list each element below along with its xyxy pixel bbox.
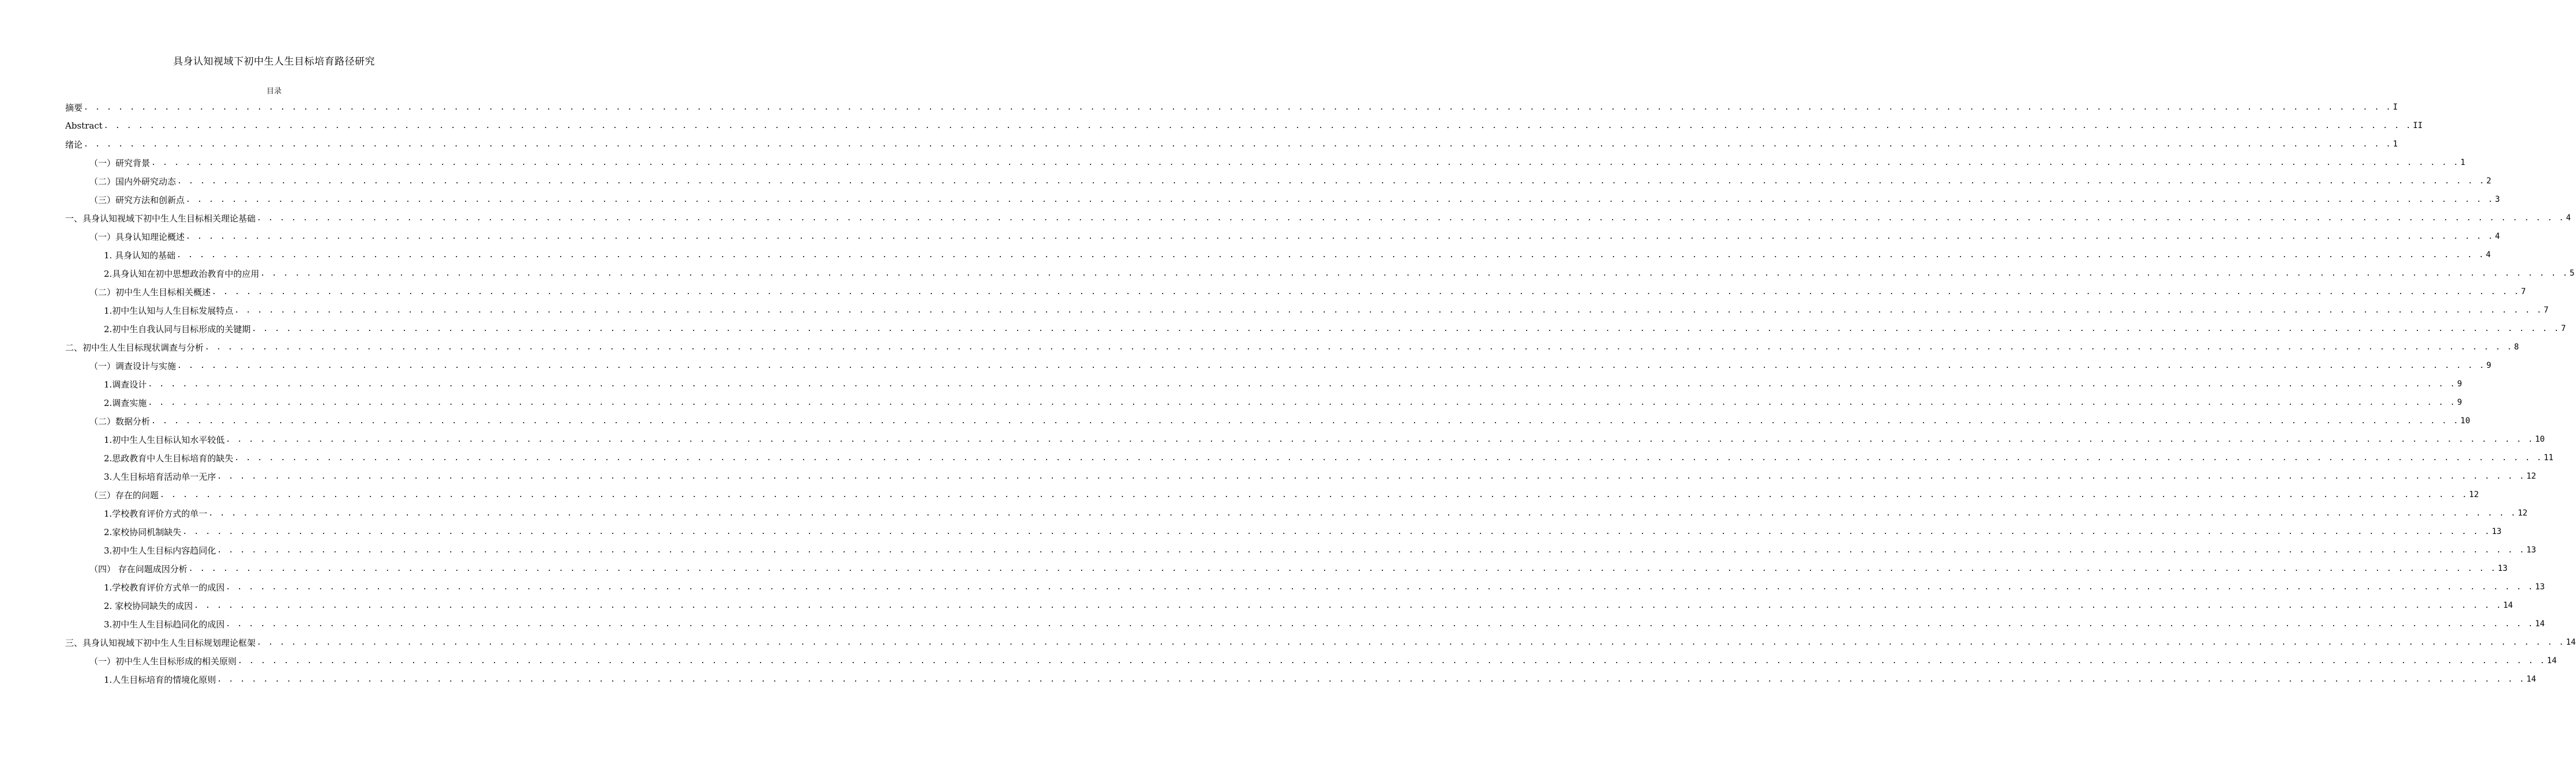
toc-entry[interactable] <box>65 319 2566 338</box>
toc-entry-label: 3.初中生人生目标趋同化的成因 <box>104 619 225 630</box>
toc-dot-leader: . . . . . . . . . . . . . . . . . . . . . . . . . . . . . . . . . . . . . . . . . . . . . . . . . . . . . . . . . . . . . . . . . . . . . . . . . . . . . . . . . . . . . . . . . . . . . . . . . . . . . . . . . . . . . . . . . . . . . . . . . . . . . . . . . . . . . . . . . . . . . . . . . . . . . . . . . . . . . . . . . . . . . . . . . . . . . . . . . . . . . . . . . . . . . . . . . . . . . . . . <box>234 306 2543 315</box>
toc-entry-page-number: 12 <box>2469 490 2479 499</box>
toc-entry-page-number: 12 <box>2526 472 2536 481</box>
toc-entry-page-number: 8 <box>2514 343 2519 352</box>
toc-entry[interactable] <box>65 578 2545 596</box>
toc-entry-page-number: 14 <box>2526 675 2536 684</box>
toc-entry[interactable] <box>65 227 2500 246</box>
toc-dot-leader: . . . . . . . . . . . . . . . . . . . . . . . . . . . . . . . . . . . . . . . . . . . . . . . . . . . . . . . . . . . . . . . . . . . . . . . . . . . . . . . . . . . . . . . . . . . . . . . . . . . . . . . . . . . . . . . . . . . . . . . . . . . . . . . . . . . . . . . . . . . . . . . . . . . . . . . . . . . . . . . . . . . . . . . . . . . . . . . . . . . . . . . . . . . . . . . . . . . . . . . . <box>151 158 2459 167</box>
toc-entry[interactable] <box>65 246 2491 264</box>
toc-entry-page-number: 1 <box>2460 158 2466 167</box>
document-title: 具身认知视域下初中生人生目标培育路径研究 <box>173 56 375 67</box>
toc-entry-page-number: 10 <box>2460 416 2470 426</box>
toc-dot-leader: . . . . . . . . . . . . . . . . . . . . . . . . . . . . . . . . . . . . . . . . . . . . . . . . . . . . . . . . . . . . . . . . . . . . . . . . . . . . . . . . . . . . . . . . . . . . . . . . . . . . . . . . . . . . . . . . . . . . . . . . . . . . . . . . . . . . . . . . . . . . . . . . . . . . . . . . . . . . . . . . . . . . . . . . . . . . . . . . . . . . . . . . . . . . . . . . . . . . . . . . <box>234 453 2543 462</box>
toc-dot-leader: . . . . . . . . . . . . . . . . . . . . . . . . . . . . . . . . . . . . . . . . . . . . . . . . . . . . . . . . . . . . . . . . . . . . . . . . . . . . . . . . . . . . . . . . . . . . . . . . . . . . . . . . . . . . . . . . . . . . . . . . . . . . . . . . . . . . . . . . . . . . . . . . . . . . . . . . . . . . . . . . . . . . . . . . . . . . . . . . . . . . . . . . . . . . . . . . . . . . . . . . <box>186 195 2494 204</box>
toc-dot-leader: . . . . . . . . . . . . . . . . . . . . . . . . . . . . . . . . . . . . . . . . . . . . . . . . . . . . . . . . . . . . . . . . . . . . . . . . . . . . . . . . . . . . . . . . . . . . . . . . . . . . . . . . . . . . . . . . . . . . . . . . . . . . . . . . . . . . . . . . . . . . . . . . . . . . . . . . . . . . . . . . . . . . . . . . . . . . . . . . . . . . . . . . . . . . . . . . . . . . . . . . <box>260 269 2568 278</box>
toc-entry[interactable] <box>65 596 2513 615</box>
toc-entry[interactable] <box>65 172 2492 190</box>
toc-entry-page-number: 2 <box>2486 176 2492 186</box>
toc-dot-leader: . . . . . . . . . . . . . . . . . . . . . . . . . . . . . . . . . . . . . . . . . . . . . . . . . . . . . . . . . . . . . . . . . . . . . . . . . . . . . . . . . . . . . . . . . . . . . . . . . . . . . . . . . . . . . . . . . . . . . . . . . . . . . . . . . . . . . . . . . . . . . . . . . . . . . . . . . . . . . . . . . . . . . . . . . . . . . . . . . . . . . . . . . . . . . . . . . . . . . . . . <box>84 103 2392 112</box>
toc-entry[interactable] <box>65 135 2398 153</box>
toc-entry-page-number: 13 <box>2498 564 2508 573</box>
toc-entry[interactable] <box>65 504 2528 522</box>
toc-entry-label: （三）研究方法和创新点 <box>89 194 185 205</box>
toc-entry-page-number: 3 <box>2495 195 2500 204</box>
toc-entry-label: 2.具身认知在初中思想政治教育中的应用 <box>104 268 260 279</box>
toc-entry-label: （一）调查设计与实施 <box>89 360 177 371</box>
toc-entry-page-number: 5 <box>2569 269 2575 278</box>
toc-entry[interactable] <box>65 375 2462 393</box>
toc-dot-leader: . . . . . . . . . . . . . . . . . . . . . . . . . . . . . . . . . . . . . . . . . . . . . . . . . . . . . . . . . . . . . . . . . . . . . . . . . . . . . . . . . . . . . . . . . . . . . . . . . . . . . . . . . . . . . . . . . . . . . . . . . . . . . . . . . . . . . . . . . . . . . . . . . . . . . . . . . . . . . . . . . . . . . . . . . . . . . . . . . . . . . . . . . . . . . . . . . . . . . . . . <box>208 509 2517 518</box>
toc-dot-leader: . . . . . . . . . . . . . . . . . . . . . . . . . . . . . . . . . . . . . . . . . . . . . . . . . . . . . . . . . . . . . . . . . . . . . . . . . . . . . . . . . . . . . . . . . . . . . . . . . . . . . . . . . . . . . . . . . . . . . . . . . . . . . . . . . . . . . . . . . . . . . . . . . . . . . . . . . . . . . . . . . . . . . . . . . . . . . . . . . . . . . . . . . . . . . . . . . . . . . . . . <box>148 379 2456 389</box>
toc-dot-leader: . . . . . . . . . . . . . . . . . . . . . . . . . . . . . . . . . . . . . . . . . . . . . . . . . . . . . . . . . . . . . . . . . . . . . . . . . . . . . . . . . . . . . . . . . . . . . . . . . . . . . . . . . . . . . . . . . . . . . . . . . . . . . . . . . . . . . . . . . . . . . . . . . . . . . . . . . . . . . . . . . . . . . . . . . . . . . . . . . . . . . . . . . . . . . . . . . . . . . . . . <box>177 250 2485 259</box>
toc-entry-label: 1.调查设计 <box>104 379 147 390</box>
table-of-contents <box>65 98 2576 689</box>
toc-entry-page-number: 14 <box>2503 601 2513 610</box>
toc-entry-label: （二）国内外研究动态 <box>89 176 177 187</box>
toc-entry-label: 1.学校教育评价方式的单一 <box>104 508 208 519</box>
toc-entry-page-number: 9 <box>2457 398 2462 407</box>
toc-dot-leader: . . . . . . . . . . . . . . . . . . . . . . . . . . . . . . . . . . . . . . . . . . . . . . . . . . . . . . . . . . . . . . . . . . . . . . . . . . . . . . . . . . . . . . . . . . . . . . . . . . . . . . . . . . . . . . . . . . . . . . . . . . . . . . . . . . . . . . . . . . . . . . . . . . . . . . . . . . . . . . . . . . . . . . . . . . . . . . . . . . . . . . . . . . . . . . . . . . . . . . . . <box>160 490 2468 499</box>
toc-entry-label: 1.初中生认知与人生目标发展特点 <box>104 305 234 316</box>
toc-entry[interactable] <box>65 522 2502 541</box>
toc-dot-leader: . . . . . . . . . . . . . . . . . . . . . . . . . . . . . . . . . . . . . . . . . . . . . . . . . . . . . . . . . . . . . . . . . . . . . . . . . . . . . . . . . . . . . . . . . . . . . . . . . . . . . . . . . . . . . . . . . . . . . . . . . . . . . . . . . . . . . . . . . . . . . . . . . . . . . . . . . . . . . . . . . . . . . . . . . . . . . . . . . . . . . . . . . . . . . . . . . . . . . . . . <box>103 121 2412 130</box>
toc-entry[interactable] <box>65 449 2553 467</box>
toc-entry-label: 1.初中生人生目标认知水平较低 <box>104 434 225 445</box>
toc-entry-page-number: 7 <box>2521 287 2526 296</box>
toc-dot-leader: . . . . . . . . . . . . . . . . . . . . . . . . . . . . . . . . . . . . . . . . . . . . . . . . . . . . . . . . . . . . . . . . . . . . . . . . . . . . . . . . . . . . . . . . . . . . . . . . . . . . . . . . . . . . . . . . . . . . . . . . . . . . . . . . . . . . . . . . . . . . . . . . . . . . . . . . . . . . . . . . . . . . . . . . . . . . . . . . . . . . . . . . . . . . . . . . . . . . . . . . <box>182 527 2491 536</box>
toc-dot-leader: . . . . . . . . . . . . . . . . . . . . . . . . . . . . . . . . . . . . . . . . . . . . . . . . . . . . . . . . . . . . . . . . . . . . . . . . . . . . . . . . . . . . . . . . . . . . . . . . . . . . . . . . . . . . . . . . . . . . . . . . . . . . . . . . . . . . . . . . . . . . . . . . . . . . . . . . . . . . . . . . . . . . . . . . . . . . . . . . . . . . . . . . . . . . . . . . . . . . . . . . <box>217 472 2525 481</box>
toc-entry[interactable] <box>65 209 2571 227</box>
toc-entry-page-number: 13 <box>2491 527 2502 536</box>
toc-heading: 目录 <box>266 87 282 96</box>
toc-entry-label: 1. 具身认知的基础 <box>104 250 176 261</box>
toc-entry[interactable] <box>65 670 2536 689</box>
toc-entry[interactable] <box>65 541 2536 559</box>
toc-entry-label: （一）初中生人生目标形成的相关原则 <box>89 656 237 667</box>
toc-dot-leader: . . . . . . . . . . . . . . . . . . . . . . . . . . . . . . . . . . . . . . . . . . . . . . . . . . . . . . . . . . . . . . . . . . . . . . . . . . . . . . . . . . . . . . . . . . . . . . . . . . . . . . . . . . . . . . . . . . . . . . . . . . . . . . . . . . . . . . . . . . . . . . . . . . . . . . . . . . . . . . . . . . . . . . . . . . . . . . . . . . . . . . . . . . . . . . . . . . . . . . . . <box>212 287 2520 296</box>
toc-entry-label: 二、初中生人生目标现状调查与分析 <box>65 342 204 353</box>
toc-entry-label: （二）初中生人生目标相关概述 <box>89 287 211 298</box>
toc-dot-leader: . . . . . . . . . . . . . . . . . . . . . . . . . . . . . . . . . . . . . . . . . . . . . . . . . . . . . . . . . . . . . . . . . . . . . . . . . . . . . . . . . . . . . . . . . . . . . . . . . . . . . . . . . . . . . . . . . . . . . . . . . . . . . . . . . . . . . . . . . . . . . . . . . . . . . . . . . . . . . . . . . . . . . . . . . . . . . . . . . . . . . . . . . . . . . . . . . . . . . . . . <box>177 176 2485 186</box>
toc-entry-page-number: 14 <box>2547 656 2557 665</box>
toc-entry[interactable] <box>65 116 2423 135</box>
toc-entry-page-number: 14 <box>2534 619 2545 629</box>
toc-dot-leader: . . . . . . . . . . . . . . . . . . . . . . . . . . . . . . . . . . . . . . . . . . . . . . . . . . . . . . . . . . . . . . . . . . . . . . . . . . . . . . . . . . . . . . . . . . . . . . . . . . . . . . . . . . . . . . . . . . . . . . . . . . . . . . . . . . . . . . . . . . . . . . . . . . . . . . . . . . . . . . . . . . . . . . . . . . . . . . . . . . . . . . . . . . . . . . . . . . . . . . . . <box>186 232 2494 241</box>
toc-entry-page-number: 4 <box>2566 213 2571 223</box>
toc-entry[interactable] <box>65 338 2519 356</box>
toc-entry-label: 1.学校教育评价方式单一的成因 <box>104 582 225 593</box>
toc-dot-leader: . . . . . . . . . . . . . . . . . . . . . . . . . . . . . . . . . . . . . . . . . . . . . . . . . . . . . . . . . . . . . . . . . . . . . . . . . . . . . . . . . . . . . . . . . . . . . . . . . . . . . . . . . . . . . . . . . . . . . . . . . . . . . . . . . . . . . . . . . . . . . . . . . . . . . . . . . . . . . . . . . . . . . . . . . . . . . . . . . . . . . . . . . . . . . . . . . . . . . . . . <box>226 435 2534 444</box>
toc-entry-label: 2. 家校协同缺失的成因 <box>104 600 193 611</box>
toc-dot-leader: . . . . . . . . . . . . . . . . . . . . . . . . . . . . . . . . . . . . . . . . . . . . . . . . . . . . . . . . . . . . . . . . . . . . . . . . . . . . . . . . . . . . . . . . . . . . . . . . . . . . . . . . . . . . . . . . . . . . . . . . . . . . . . . . . . . . . . . . . . . . . . . . . . . . . . . . . . . . . . . . . . . . . . . . . . . . . . . . . . . . . . . . . . . . . . . . . . . . . . . . <box>205 343 2513 352</box>
toc-entry[interactable] <box>65 412 2470 430</box>
toc-entry-label: Abstract <box>65 121 103 131</box>
toc-entry[interactable] <box>65 98 2398 116</box>
toc-entry[interactable] <box>65 283 2526 301</box>
toc-dot-leader: . . . . . . . . . . . . . . . . . . . . . . . . . . . . . . . . . . . . . . . . . . . . . . . . . . . . . . . . . . . . . . . . . . . . . . . . . . . . . . . . . . . . . . . . . . . . . . . . . . . . . . . . . . . . . . . . . . . . . . . . . . . . . . . . . . . . . . . . . . . . . . . . . . . . . . . . . . . . . . . . . . . . . . . . . . . . . . . . . . . . . . . . . . . . . . . . . . . . . . . . <box>226 619 2534 629</box>
toc-dot-leader: . . . . . . . . . . . . . . . . . . . . . . . . . . . . . . . . . . . . . . . . . . . . . . . . . . . . . . . . . . . . . . . . . . . . . . . . . . . . . . . . . . . . . . . . . . . . . . . . . . . . . . . . . . . . . . . . . . . . . . . . . . . . . . . . . . . . . . . . . . . . . . . . . . . . . . . . . . . . . . . . . . . . . . . . . . . . . . . . . . . . . . . . . . . . . . . . . . . . . . . . <box>177 361 2485 370</box>
toc-dot-leader: . . . . . . . . . . . . . . . . . . . . . . . . . . . . . . . . . . . . . . . . . . . . . . . . . . . . . . . . . . . . . . . . . . . . . . . . . . . . . . . . . . . . . . . . . . . . . . . . . . . . . . . . . . . . . . . . . . . . . . . . . . . . . . . . . . . . . . . . . . . . . . . . . . . . . . . . . . . . . . . . . . . . . . . . . . . . . . . . . . . . . . . . . . . . . . . . . . . . . . . . <box>151 416 2459 426</box>
toc-entry-page-number: II <box>2413 121 2423 130</box>
toc-entry[interactable] <box>65 559 2508 578</box>
toc-entry-label: 3.初中生人生目标内容趋同化 <box>104 545 216 556</box>
toc-entry-label: 3.人生目标培育活动单一无序 <box>104 471 216 482</box>
toc-entry[interactable] <box>65 301 2549 319</box>
toc-entry-page-number: 4 <box>2485 250 2491 259</box>
toc-entry-label: 2.思政教育中人生目标培育的缺失 <box>104 453 234 464</box>
toc-entry[interactable] <box>65 486 2479 504</box>
toc-entry-label: 2.家校协同机制缺失 <box>104 526 182 537</box>
toc-entry-label: （一）具身认知理论概述 <box>89 231 185 242</box>
toc-entry[interactable] <box>65 190 2500 209</box>
toc-entry-label: 三、具身认知视域下初中生人生目标规划理论框架 <box>65 637 256 648</box>
toc-entry-label: （三）存在的问题 <box>89 490 159 501</box>
toc-dot-leader: . . . . . . . . . . . . . . . . . . . . . . . . . . . . . . . . . . . . . . . . . . . . . . . . . . . . . . . . . . . . . . . . . . . . . . . . . . . . . . . . . . . . . . . . . . . . . . . . . . . . . . . . . . . . . . . . . . . . . . . . . . . . . . . . . . . . . . . . . . . . . . . . . . . . . . . . . . . . . . . . . . . . . . . . . . . . . . . . . . . . . . . . . . . . . . . . . . . . . . . . <box>257 213 2565 223</box>
toc-dot-leader: . . . . . . . . . . . . . . . . . . . . . . . . . . . . . . . . . . . . . . . . . . . . . . . . . . . . . . . . . . . . . . . . . . . . . . . . . . . . . . . . . . . . . . . . . . . . . . . . . . . . . . . . . . . . . . . . . . . . . . . . . . . . . . . . . . . . . . . . . . . . . . . . . . . . . . . . . . . . . . . . . . . . . . . . . . . . . . . . . . . . . . . . . . . . . . . . . . . . . . . . <box>252 324 2560 333</box>
toc-dot-leader: . . . . . . . . . . . . . . . . . . . . . . . . . . . . . . . . . . . . . . . . . . . . . . . . . . . . . . . . . . . . . . . . . . . . . . . . . . . . . . . . . . . . . . . . . . . . . . . . . . . . . . . . . . . . . . . . . . . . . . . . . . . . . . . . . . . . . . . . . . . . . . . . . . . . . . . . . . . . . . . . . . . . . . . . . . . . . . . . . . . . . . . . . . . . . . . . . . . . . . . . <box>148 398 2456 407</box>
toc-dot-leader: . . . . . . . . . . . . . . . . . . . . . . . . . . . . . . . . . . . . . . . . . . . . . . . . . . . . . . . . . . . . . . . . . . . . . . . . . . . . . . . . . . . . . . . . . . . . . . . . . . . . . . . . . . . . . . . . . . . . . . . . . . . . . . . . . . . . . . . . . . . . . . . . . . . . . . . . . . . . . . . . . . . . . . . . . . . . . . . . . . . . . . . . . . . . . . . . . . . . . . . . <box>257 638 2565 647</box>
toc-entry-page-number: 1 <box>2393 140 2398 149</box>
toc-entry[interactable] <box>65 467 2536 486</box>
toc-entry-page-number: 9 <box>2486 361 2492 370</box>
toc-dot-leader: . . . . . . . . . . . . . . . . . . . . . . . . . . . . . . . . . . . . . . . . . . . . . . . . . . . . . . . . . . . . . . . . . . . . . . . . . . . . . . . . . . . . . . . . . . . . . . . . . . . . . . . . . . . . . . . . . . . . . . . . . . . . . . . . . . . . . . . . . . . . . . . . . . . . . . . . . . . . . . . . . . . . . . . . . . . . . . . . . . . . . . . . . . . . . . . . . . . . . . . . <box>226 582 2534 592</box>
toc-entry[interactable] <box>65 633 2576 652</box>
toc-entry-label: （二）数据分析 <box>89 416 151 427</box>
toc-dot-leader: . . . . . . . . . . . . . . . . . . . . . . . . . . . . . . . . . . . . . . . . . . . . . . . . . . . . . . . . . . . . . . . . . . . . . . . . . . . . . . . . . . . . . . . . . . . . . . . . . . . . . . . . . . . . . . . . . . . . . . . . . . . . . . . . . . . . . . . . . . . . . . . . . . . . . . . . . . . . . . . . . . . . . . . . . . . . . . . . . . . . . . . . . . . . . . . . . . . . . . . . <box>194 601 2502 610</box>
toc-entry[interactable] <box>65 356 2492 375</box>
toc-dot-leader: . . . . . . . . . . . . . . . . . . . . . . . . . . . . . . . . . . . . . . . . . . . . . . . . . . . . . . . . . . . . . . . . . . . . . . . . . . . . . . . . . . . . . . . . . . . . . . . . . . . . . . . . . . . . . . . . . . . . . . . . . . . . . . . . . . . . . . . . . . . . . . . . . . . . . . . . . . . . . . . . . . . . . . . . . . . . . . . . . . . . . . . . . . . . . . . . . . . . . . . . <box>188 564 2497 573</box>
toc-entry-label: 2.初中生自我认同与目标形成的关键期 <box>104 323 251 334</box>
toc-entry[interactable] <box>65 615 2545 633</box>
toc-entry[interactable] <box>65 264 2575 283</box>
toc-entry-page-number: 12 <box>2517 509 2528 518</box>
toc-entry-page-number: 7 <box>2560 324 2566 333</box>
toc-entry-label: 一、具身认知视域下初中生人生目标相关理论基础 <box>65 213 256 224</box>
toc-entry-page-number: 7 <box>2543 306 2549 315</box>
toc-entry-label: （四） 存在问题成因分析 <box>89 563 188 574</box>
toc-entry-label: （一）研究背景 <box>89 157 151 168</box>
toc-entry-label: 1.人生目标培育的情境化原则 <box>104 674 216 685</box>
toc-entry-label: 2.调查实施 <box>104 397 147 408</box>
toc-dot-leader: . . . . . . . . . . . . . . . . . . . . . . . . . . . . . . . . . . . . . . . . . . . . . . . . . . . . . . . . . . . . . . . . . . . . . . . . . . . . . . . . . . . . . . . . . . . . . . . . . . . . . . . . . . . . . . . . . . . . . . . . . . . . . . . . . . . . . . . . . . . . . . . . . . . . . . . . . . . . . . . . . . . . . . . . . . . . . . . . . . . . . . . . . . . . . . . . . . . . . . . . <box>217 545 2525 555</box>
toc-dot-leader: . . . . . . . . . . . . . . . . . . . . . . . . . . . . . . . . . . . . . . . . . . . . . . . . . . . . . . . . . . . . . . . . . . . . . . . . . . . . . . . . . . . . . . . . . . . . . . . . . . . . . . . . . . . . . . . . . . . . . . . . . . . . . . . . . . . . . . . . . . . . . . . . . . . . . . . . . . . . . . . . . . . . . . . . . . . . . . . . . . . . . . . . . . . . . . . . . . . . . . . . <box>84 140 2392 149</box>
toc-entry[interactable] <box>65 430 2545 449</box>
toc-entry-page-number: 14 <box>2566 638 2576 647</box>
toc-entry-page-number: 13 <box>2534 582 2545 592</box>
toc-entry-page-number: 13 <box>2526 545 2536 555</box>
toc-entry-page-number: 10 <box>2534 435 2545 444</box>
toc-dot-leader: . . . . . . . . . . . . . . . . . . . . . . . . . . . . . . . . . . . . . . . . . . . . . . . . . . . . . . . . . . . . . . . . . . . . . . . . . . . . . . . . . . . . . . . . . . . . . . . . . . . . . . . . . . . . . . . . . . . . . . . . . . . . . . . . . . . . . . . . . . . . . . . . . . . . . . . . . . . . . . . . . . . . . . . . . . . . . . . . . . . . . . . . . . . . . . . . . . . . . . . . <box>217 675 2525 684</box>
toc-entry-label: 绪论 <box>65 139 83 150</box>
toc-entry-page-number: I <box>2393 103 2398 112</box>
toc-entry[interactable] <box>65 153 2466 172</box>
toc-entry-page-number: 4 <box>2495 232 2500 241</box>
toc-dot-leader: . . . . . . . . . . . . . . . . . . . . . . . . . . . . . . . . . . . . . . . . . . . . . . . . . . . . . . . . . . . . . . . . . . . . . . . . . . . . . . . . . . . . . . . . . . . . . . . . . . . . . . . . . . . . . . . . . . . . . . . . . . . . . . . . . . . . . . . . . . . . . . . . . . . . . . . . . . . . . . . . . . . . . . . . . . . . . . . . . . . . . . . . . . . . . . . . . . . . . . . . <box>238 656 2546 665</box>
toc-entry-page-number: 9 <box>2457 379 2462 389</box>
toc-entry-page-number: 11 <box>2543 453 2553 462</box>
toc-entry-label: 摘要 <box>65 102 83 113</box>
toc-entry[interactable] <box>65 393 2462 412</box>
toc-entry[interactable] <box>65 652 2557 670</box>
